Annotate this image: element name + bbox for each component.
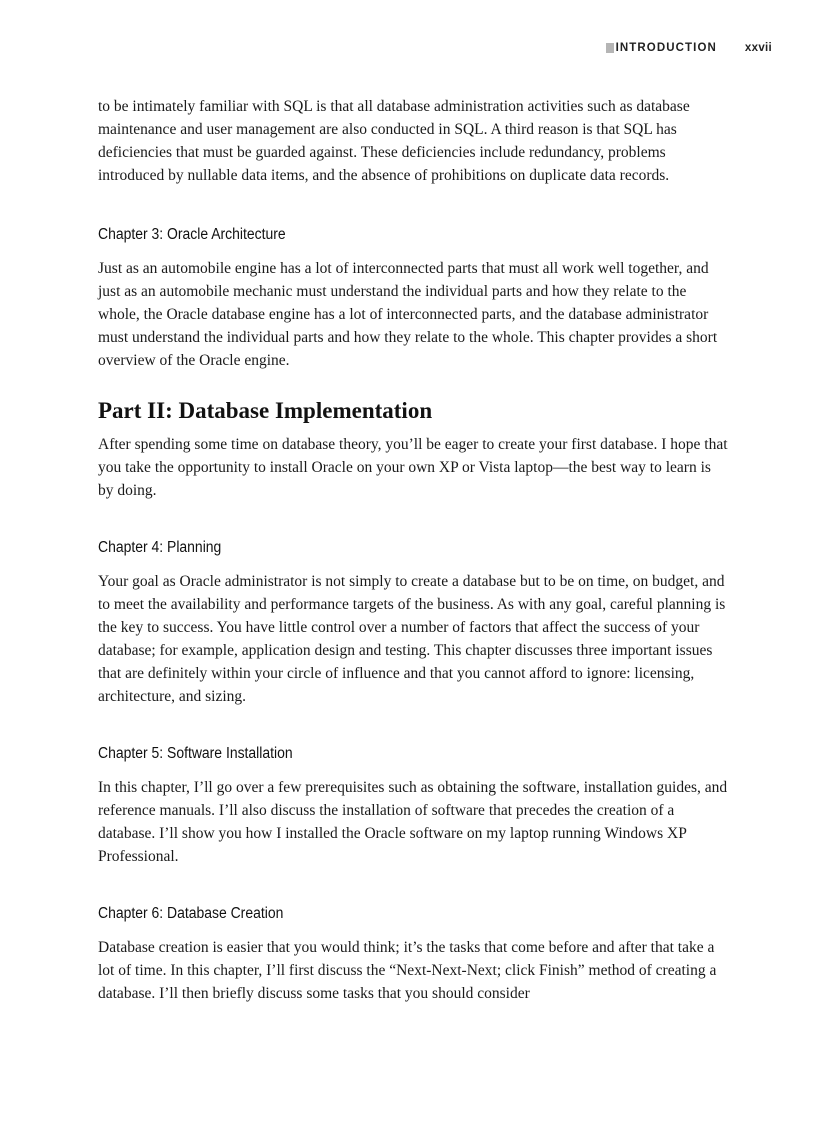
- chapter-3-heading: Chapter 3: Oracle Architecture: [98, 226, 286, 243]
- chapter-3-paragraph: Just as an automobile engine has a lot of interconnected parts that must all work well together, and just as an automobile mechanic must understand the individual parts and how they relate to the whole, the Oracle database engine has a lot of interconnected parts, and the database administrator must understand the individual parts and how they relate to the whole. This chapter provides a short overview of the Oracle engine.: [98, 260, 718, 369]
- page-number: xxvii: [744, 42, 772, 54]
- part-2-heading: Part II: Database Implementation: [98, 398, 433, 423]
- chapter-4-heading: Chapter 4: Planning: [98, 539, 222, 556]
- chapter-4-paragraph: Your goal as Oracle administrator is not simply to create a database but to be on time, on budget, and to meet the availability and performance targets of the business. As with any goal, careful planning is the key to success. You have little control over a number of factors that affect the success of your database; for example, application design and testing. This chapter discusses three important issues that are definitely within your circle of influence and that you cannot afford to ignore: licensing, architecture, and sizing.: [98, 573, 726, 705]
- chapter-6-paragraph: Database creation is easier that you would think; it’s the tasks that come before and after that take a lot of time. In this chapter, I’ll first discuss the “Next-Next-Next; click Finish” method of creating a database. I’ll then briefly discuss some tasks that you should consider: [98, 939, 717, 1002]
- running-header: [606, 42, 772, 54]
- header-marker-icon: [606, 43, 614, 53]
- part-2-paragraph: After spending some time on database theory, you’ll be eager to create your first database. I hope that you take the opportunity to install Oracle on your own XP or Vista laptop—the best way to learn is by doing.: [98, 436, 728, 499]
- chapter-6-heading: Chapter 6: Database Creation: [98, 905, 284, 922]
- chapter-5-paragraph: In this chapter, I’ll go over a few prerequisites such as obtaining the software, installation guides, and reference manuals. I’ll also discuss the installation of software that precedes the creation of a database. I’ll show you how I installed the Oracle software on my laptop running Windows XP Professional.: [98, 779, 728, 865]
- page-body: [98, 95, 728, 1005]
- header-section-title: INTRODUCTION: [615, 42, 717, 54]
- chapter-5-heading: Chapter 5: Software Installation: [98, 745, 293, 762]
- intro-continuation-paragraph: to be intimately familiar with SQL is that all database administration activities such as database maintenance and user management are also conducted in SQL. A third reason is that SQL has deficiencies that must be guarded against. These deficiencies include redundancy, problems introduced by nullable data items, and the absence of prohibitions on duplicate data records.: [98, 98, 690, 184]
